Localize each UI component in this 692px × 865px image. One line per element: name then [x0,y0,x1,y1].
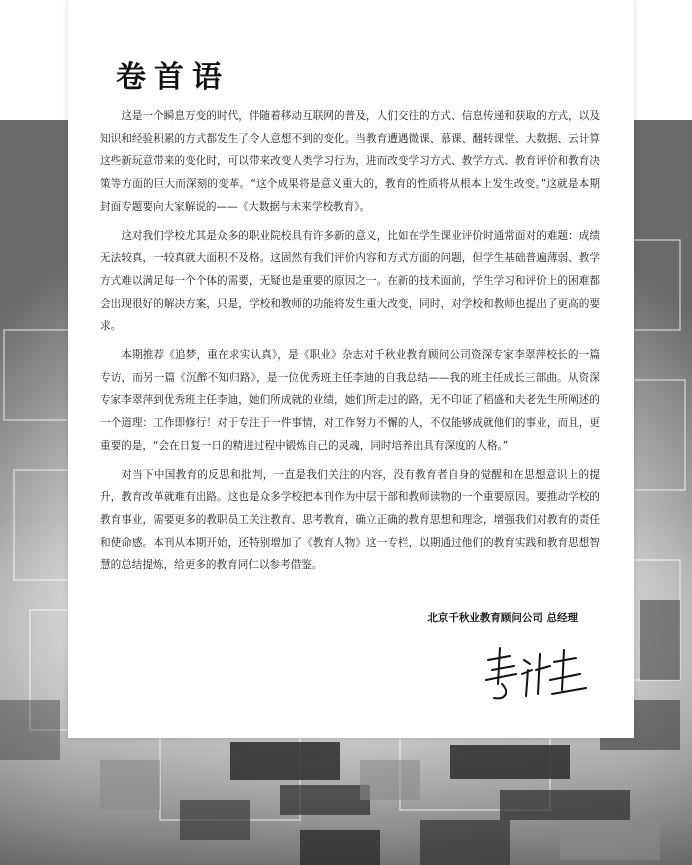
foreword-panel [68,0,634,738]
signature-title: 北京千秋业教育顾问公司 总经理 [427,612,578,624]
paragraph-2: 这对我们学校尤其是众多的职业院校具有许多新的意义，比如在学生课业评价时通常面对的难题：成绩无法较真，一较真就大面积不及格。这固然有我们评价内容和方式方面的问题，但学生基础普遍薄弱、教学方式难以满足每一个个体的需要，无疑也是重要的原因之一。在新的技术面前，学生学习和评价上的困难都会出现很好的解决方案，只是，学校和教师的功能将发生重大改变，同时，对学校和教师也提出了更高的要求。 [100,229,600,333]
page-title: 卷首语 [116,60,230,95]
foreword-body [100,105,600,583]
paragraph-1: 这是一个瞬息万变的时代，伴随着移动互联网的普及，人们交往的方式、信息传递和获取的方式，以及知识和经验积累的方式都发生了令人意想不到的变化。当教育遭遇微课、慕课、翻转课堂、大数据、云计算这些新玩意带来的变化时，可以带来改变人类学习行为，进而改变学习方式、教学方式、教育评价和教育决策等方面的巨大而深刻的变革。“这个成果将是意义重大的，教育的性质将从根本上发生改变。”这就是本期封面专题要向大家解说的——《大数据与未来学校教育》。 [100,110,600,213]
paragraph-3: 本期推荐《追梦，重在求实认真》，是《职业》杂志对千秋业教育顾问公司资深专家李翠萍校长的一篇专访，而另一篇《沉醉不知归路》，是一位优秀班主任李迪的自我总结——我的班主任成长三部曲。从资深专家李翠萍到优秀班主任李迪，她们所成就的业绩，她们所走过的路，无不印证了稻盛和夫老先生所阐述的一个道理：工作即修行！对于专注于一件事情，对工作努力不懈的人，不仅能够成就他们的事业，而且，更重要的是，“会在日复一日的精进过程中锻炼自己的灵魂，同时培养出具有深度的人格。” [100,349,600,452]
handwritten-signature [480,640,590,710]
paragraph-4: 对当下中国教育的反思和批判，一直是我们关注的内容，没有教育者自身的觉醒和在思想意识上的提升，教育改革就难有出路。这也是众多学校把本刊作为中层干部和教师读物的一个重要原因。要推动学校的教育事业，需要更多的教职员工关注教育、思考教育，确立正确的教育思想和理念，增强我们对教育的责任和使命感。本刊从本期开始，还特别增加了《教育人物》这一专栏，以期通过他们的教育实践和教育思想智慧的总结提炼，给更多的教育同仁以参考借鉴。 [100,468,600,572]
